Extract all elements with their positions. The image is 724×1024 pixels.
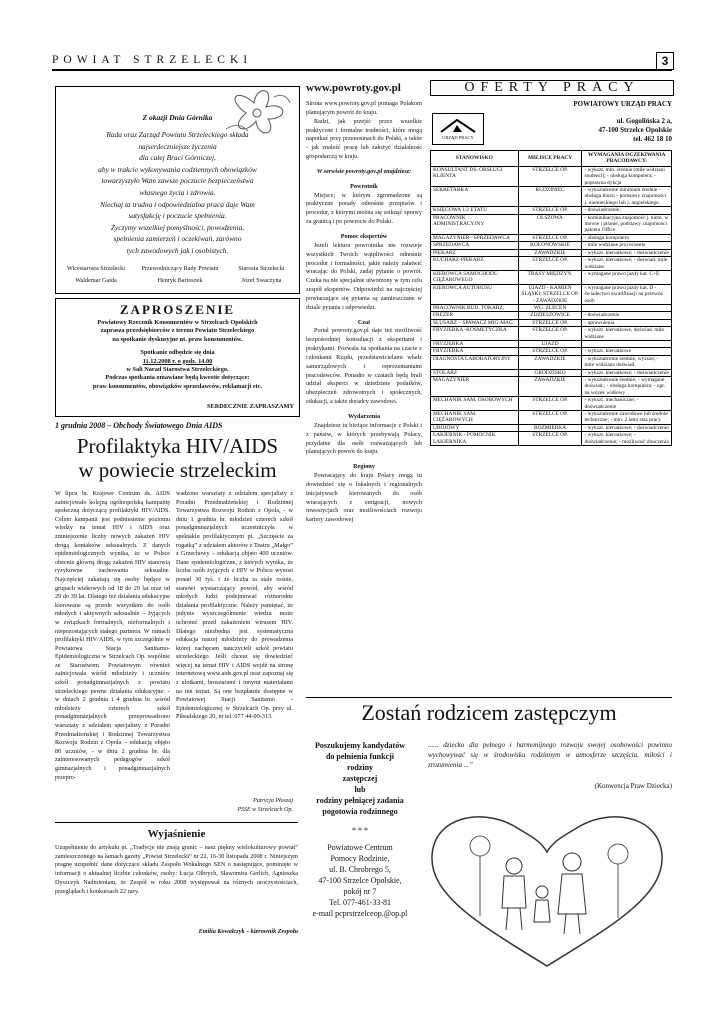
job-requirements: - wykształcenie zawodowe lub średnie techniczne; - min. 2 letni staż pracy	[582, 411, 672, 425]
job-requirements: - obsługa komputera	[582, 234, 672, 241]
job-position: FREZER	[431, 312, 519, 319]
job-location: STRZELCE OP.	[518, 234, 582, 241]
table-row	[431, 284, 672, 304]
job-requirements: - komunikacyjna znajomość j. niem. w mowie i piśmie, podstawy znajomości pakietu Office	[582, 214, 672, 234]
job-position: KIEROWCA AUTOBUSU	[431, 284, 519, 304]
job-location: TRASY MIĘDZYN.	[518, 270, 582, 284]
job-location: ZAWADZKIE	[518, 355, 582, 369]
job-location: ZAWADZKIE	[518, 377, 582, 397]
table-row	[431, 424, 672, 431]
job-requirements: - wykszt. kierunkowe, doświad. mile widziane	[582, 327, 672, 341]
job-position: KIEROWCA SAMOCHODU CIĘŻAROWEGO	[431, 270, 519, 284]
table-row	[431, 397, 672, 411]
job-location: STRZELCE OP.	[518, 257, 582, 271]
foster-title: Zostań rodzicem zastępczym	[361, 700, 617, 725]
job-position: DIAGNOSTA LABORATORYJNY	[431, 355, 519, 369]
arrow-icon	[435, 116, 481, 136]
job-location: STRZELCE OP.	[518, 432, 582, 446]
jobs-rows	[431, 166, 672, 445]
table-row	[431, 234, 672, 241]
aids-column-2: wadzono warsztaty z udziałem specjalisty z Poradni Przedmałżeńskiej i Rodzinnej Towarzystwa Rozwoju Rodzin z Opola, - w dniu 1 grudnia br. młodzież czterech szkół ponadgimnazjalnych uczestniczyła w spektaklu profilaktycznym pt. „Szczęście za rogatką” z udziałem aktorów z Teatru „Małgo” z Grzechowy – edukacją objęto 400 uczniów. Dane epidemiologiczne, z których wynika, że liczba osób żyjących z HIV w Polsce wynosi ponad 30 tyś. i że liczba ta stale rośnie, stanowi wystarczający powód, aby wśród młodych ludzi podejmować różnorodne działania profilaktyczne. Należy pamiętać, że jedynie wyszczególnienie wiedza może uchronić przed zakażeniem wirusem HIV. Dlatego niezbędna jest systematyczna edukacja naszej młodzieży do prowadzenia której zachęcam nauczycieli szkół powiatu strzeleckiego. Jeśli chcesz się dowiedzieć więcej na temat HIV i AIDS wejdź na stronę internetową www.aids.gov.pl oraz zapoznaj się z ulotkami, broszurami i innymi materiałami na ten temat. Są one bezpłatnie dostępne w Powiatowej Stacji Sanitarno - Epidemiologicznej w Strzelcach Op. przy ul. Piłsudskiego 20, nr tel. 077 44-00-313.	[176, 490, 293, 721]
job-location: WG. ZLECEŃ	[518, 304, 582, 311]
job-position: KONSULTANT DS. OBSŁUGI KLIENTA	[431, 166, 519, 186]
table-row	[431, 257, 672, 271]
job-location: OLSZOWA	[518, 214, 582, 234]
jobs-table	[430, 150, 672, 446]
invitation-closing: SERDECZNIE ZAPRASZAMY	[207, 403, 294, 410]
greetings-box	[55, 86, 300, 294]
job-position: MAGAZYNIER - SPRZEDAWCA	[431, 234, 519, 241]
job-location: UJAZD	[518, 340, 582, 347]
job-position: PIEKARZ	[431, 249, 519, 256]
clarification-rule	[55, 822, 298, 823]
jobs-office: POWIATOWY URZĄD PRACY	[573, 100, 672, 108]
newspaper-title: POWIAT STRZELECKI	[52, 54, 253, 66]
job-position: KUCHARZ-PIEKARZ	[431, 257, 519, 271]
job-location: STRZELCE OP.	[518, 327, 582, 341]
table-row	[431, 340, 672, 347]
table-row	[431, 327, 672, 341]
family-drawing	[422, 796, 672, 974]
header-rule	[52, 69, 672, 71]
office-logo	[432, 113, 484, 145]
job-position: SPRZEDAWCA	[431, 242, 519, 249]
job-requirements: - wykszt. kierunkowe; - doświadczenie	[582, 369, 672, 376]
job-location: STRZELCE OP.	[518, 397, 582, 411]
job-position: MECHANIK SAM. OSOBOWYCH	[431, 397, 519, 411]
table-row	[431, 377, 672, 397]
job-position: FRYZJERKA	[431, 340, 519, 347]
job-position: MECHANIK SAM. CIĘŻAROWYCH	[431, 411, 519, 425]
job-position: FRYZJERKA	[431, 348, 519, 355]
job-requirements: - wymagane prawo jazdy kat. C+E	[582, 270, 672, 284]
job-location: STRZELCE OP.	[518, 348, 582, 355]
table-row	[431, 355, 672, 369]
job-requirements: - wykształcenie minimum średnie - obsługa biura; - podstawy znajomości j. niemieckiego lub j. angielskiego	[582, 187, 672, 207]
table-row	[431, 312, 672, 319]
table-row	[431, 411, 672, 425]
job-requirements	[582, 304, 672, 311]
job-requirements: - wykształcenie średnie, wyższe; - mile widziane doświad.	[582, 355, 672, 369]
page-number: 3	[656, 52, 674, 70]
foster-quote-source: (Konwencja Praw Dziecka)	[594, 782, 672, 790]
job-location: STRZELCE OP.	[518, 166, 582, 186]
clarification-title: Wyjaśnienie	[147, 828, 206, 840]
job-location: UJAZD - KAMIEŃ ŚLĄSKI; STRZELCE OP. - ZAWADZKIE	[518, 284, 582, 304]
table-row	[431, 242, 672, 249]
job-requirements: - wykszt. mechaniczne; - doświadczenie	[582, 397, 672, 411]
job-position: PRACOWNIK ADMINISTRACYJNY	[431, 214, 519, 234]
job-position: FRYZJERKA -KOSMETYCZKA	[431, 327, 519, 341]
powroty-body: Strona www.powroty.gov.pl pomaga Polakom planującym powrót do kraju. Radzi, jak przejść przez wszelkie praktyczne i formalne trudności, które mogą napotkać przy przenosinach do Polski, a także - jak znaleźć pracę lub założyć działalność gospodarczą w kraju. W serwisie powroty.gov.pl znajdziesz: Powrotnik Miejsce, w którym zgromadzone są praktyczne porady odnośnie przepisów i procedur, z którymi można się zetknąć sprawy za granicą i po powrocie do Polski. Pomoc ekspertów Jeżeli lektura powrotnika nie rozwieje wszystkich Twoich wątpliwości odnośnie procedur i formalności, jakie należy załatwić wracając do Polski, zadaj pytanie o powrót. Czeka na nie specjalnie utworzony w tym celu zespół ekspertów. Odpowiedzi na najczęściej powtarzające się pytania są zamieszczane w dziale pytania i odpowiedzi. Czat Portal powroty.gov.pl daje też możliwość bezpośredniej konsultacji z ekspertami i praktykami. Pozwala na spotkania na czacie z członkami Rządu, przedstawicielami władz samorządowych i reprezentantami pracodawców. Ponadto w czatach będą brali udział eksperci w dziedzinie podatków, ubezpieczeń zdrowotnych i społecznych, edukacji, a także doradcy zawodowi. Wydarzenia Znajdziesz tu bieżące informacje z Polski i z państw, w których przebywają Polacy, przydatne dla osób rozważających lub planujących powrót do kraju. Regiony Powracający do kraju Polacy mogą tu dowiedzieć się o lokalnych i regionalnych inicjatywach kierowanych do osób wracających z emigracji, nowych inwestycjach oraz możliwościach rozwoju kariery zawodowej	[306, 100, 422, 524]
aids-title: Profilaktyka HIV/AIDS w powiecie strzeleckim	[76, 434, 279, 482]
invitation-title: ZAPROSZENIE	[119, 302, 236, 317]
table-row	[431, 166, 672, 186]
job-location: GRODZISKO	[518, 369, 582, 376]
job-position: PRACOWNIK BUD. TOKARZ;	[431, 304, 519, 311]
aids-author: Patrycja Płoszaj PSSE w Strzelcach Op.	[237, 798, 293, 813]
job-requirements: - wykształcenie średnie; - wymagane doświad.; - obsługa komputera; - upr. na wózek widłowy	[582, 377, 672, 397]
foster-quote: ...... dziecko dla pełnego i harmonijnego rozwoju swojej osobowości powinno wychowywać się w środowisku rodzinnym w atmosferze szczęścia, miłości i zrozumienia ...”	[428, 741, 672, 769]
office-address: ul. Gogolińska 2 a, 47-100 Strzelce Opolskie tel. 462 18 10	[598, 117, 672, 143]
job-requirements: - doświadczenie;	[582, 207, 672, 214]
invitation-text: Powiatowy Rzecznik Konsumentów w Strzelcach Opolskich zaprasza przedsiębiorców z terenu Powiatu Strzeleckiego na spotkanie dyskusyjne nt. praw konsumentów. Spotkanie odbędzie się dnia 11.12.2008 r. o godz. 14.00 w Sali Narad Starostwa Strzeleckiego. Podczas spotkania omawiane będą kwestie dotyczące: praw konsumentów, obowiązków sprzedawców, reklamacji etc.	[92, 319, 263, 390]
job-location: ZAWADZKIE	[518, 249, 582, 256]
job-position: SEKRETARKA	[431, 187, 519, 207]
job-location: ZDZIESZOWICE	[518, 312, 582, 319]
aids-kicker: 1 grudnia 2008 – Obchody Światowego Dnia AIDS	[55, 421, 223, 430]
job-position: STOLARZ	[431, 369, 519, 376]
job-location: STRZELCE OP.	[518, 411, 582, 425]
table-row	[431, 432, 672, 446]
aids-column-1: W lipcu br. Krajowe Centrum ds. AIDS zainicjowało kolejną ogólnopolską kampanię społeczną dotyczącą profilaktyki HIV/AIDS. Celem kampanii jest podniesienie poziomu wiedzy na temat HIV i AIDS oraz zmniejszenie liczby nowych zakażeń HIV drogą kontaktów seksualnych. Z danych epidemiologicznych wynika, że w Polsce obecnie główną drogą zakażeń HIV stanowią ryzykowne zachowania seksualne. Najczęściej zakażają się osoby będące w grupach wiekowych od 18 do 29 lat oraz od 29 do 39 lat. Dlatego też działania edukacyjne kierowane są przede wszystkim do osób młodych i aktywnych seksualnie – żyjących w związkach formalnych, nieformalnych i niepozostających stałego partnera. W ramach profilaktyki HIV/AIDS, w tym szczególnie w Powiatowa Stacja Sanitarno-Epidemiologiczna w Strzelcach Op. wspólnie ze Starostwem Powiatowym również zainicjowała wśród młodzieży i uczniów szkół ponadgimnazjalnych z powiatu strzeleckiego pewne działania edukacyjne: - w dniach 2 grudnia i 4 grudnia br. wśród młodzieży czterech szkół ponadgimnazjalnych przeprowadzono warsztaty z udziałem specjalisty z Poradni Przedmałżeńskiej i Rodzinnej Towarzystwa Rozwoju Rodzin z Opola – edukacją objęto 80 uczniów, - w dniu 2 grudnia br. dla zainteresowanych pedagogów szkół gimnazjalnych i ponadgimnazjalnych przepro-	[55, 490, 170, 781]
job-location: RUDZINIEC	[518, 187, 582, 207]
job-location: ROZMIERKA	[518, 424, 582, 431]
table-row	[431, 187, 672, 207]
table-row	[431, 214, 672, 234]
logo-label: URZĄD PRACY	[442, 135, 474, 140]
signer-1: Wicestarosta Strzelecki Waldemar Gaida	[67, 265, 125, 284]
job-requirements: - wymagane prawo jazdy kat. D - świadectwo kwalifikacji na przewóz osób	[582, 284, 672, 304]
jobs-title-box	[430, 80, 674, 96]
job-requirements: - mile widziane przyuczenie	[582, 242, 672, 249]
foster-call: Poszukujemy kandydatów do pełnienia funkcji rodziny zastępczej lub rodziny pełniącej zadania pogotowia rodzinnego * * * Powiatowe Centrum Pomocy Rodzinie, ul. B. Chrobrego 5, 47-100 Strzelce Opolskie, pokój nr 7 Tel. 077-461-33-81 e-mail pcprstrzelceop.@op.pl	[312, 741, 408, 918]
table-row	[431, 369, 672, 376]
job-requirements: - wykszt. kierunkowe	[582, 348, 672, 355]
job-location: STRZELCE OP.	[518, 319, 582, 326]
table-row	[431, 249, 672, 256]
signer-3: Starosta Strzelecki Józef Swaczyna	[238, 265, 285, 284]
foster-rule	[306, 697, 672, 698]
job-requirements	[582, 340, 672, 347]
table-row	[431, 319, 672, 326]
job-position: KSIĘGOWA 1/2 ETATU	[431, 207, 519, 214]
greetings-heading: Z okazji Dnia Górnika	[142, 113, 213, 122]
job-position: UBOJOWY	[431, 424, 519, 431]
col-header-location: MIEJSCE PRACY	[518, 151, 582, 167]
clarification-body: Uzupełnienie do artykułu pt. „Tradycje nie znają granic – nasz piękny wielokulturowy powiat” zamieszczonego na łamach gazety „Powiat Strzelecki” nr 22, 16-30 listopada 2008 r. Niniejszym pragnę uzupełnić dane dotyczące składu Zespołu Wokalnego SEN o następujące, pominięte w informacji o aktualnej liczbie członków, osoby: Łucja Olbrych, Sławomira Gerlich, Agnieszka Dyszczyk Nadmieniam, że Zespół w roku 2008 występował na różnych uroczystościach, przeglądach i konkursach 22 razy.	[55, 844, 298, 895]
job-position: LAKIERNIK - POMOCNIK LAKIERNIKA	[431, 432, 519, 446]
signer-2: Przewodniczący Rady Powiatu Henryk Bartoszek	[141, 265, 219, 284]
invitation-box	[55, 298, 300, 417]
clarification-author: Emilia Kowalczyk – kierownik Zespołu	[198, 928, 298, 935]
table-row	[431, 304, 672, 311]
job-requirements: - wykszt. kierunkowe; - doświad. mile widziane	[582, 257, 672, 271]
job-requirements: - wykszt. min. średnie (mile widziani studenci); - obsługa komputera; - poprawna dykcja	[582, 166, 672, 186]
job-location: STRZELCE OP.	[518, 207, 582, 214]
job-requirements: - wykszt. kierunkowe; - doświadczenie; - możliwość douczenia	[582, 432, 672, 446]
job-location: KOLONOWSKIE	[518, 242, 582, 249]
job-requirements: - uprawnienia	[582, 319, 672, 326]
job-requirements: - wykszt. kierunkowe; - doświadczenie	[582, 249, 672, 256]
table-row	[431, 348, 672, 355]
table-row	[431, 270, 672, 284]
table-row	[431, 207, 672, 214]
job-position: MAGAZYNIER	[431, 377, 519, 397]
job-requirements: - doświadczenie	[582, 312, 672, 319]
job-requirements: - wykszt. kierunkowe; - doświadczenie	[582, 424, 672, 431]
jobs-title: OFERTY PRACY	[464, 80, 640, 95]
greetings-text: Rada oraz Zarząd Powiatu Strzeleckiego składa najserdeczniejsze życzenia dla całej Braci Górniczej, aby w trakcie wykonywania codziennych obowiązków towarzyszyło Wam zawsze poczucie bezpieczeństwa własnego życia i zdrowia. Niechaj ta trudna i odpowiedzialna praca daje Wam satysfakcję i poczucie spełnienia. Życzymy wszelkiej pomyślności, powodzenia, spełnienia zamierzeń i oczekiwań, zarówno tych zawodowych jak i osobistych.	[98, 130, 257, 255]
col-header-requirements: WYMAGANIA OCZEKIWANIA PRACODAWCY:	[582, 151, 672, 167]
powroty-site[interactable]: www.powroty.gov.pl	[306, 82, 401, 94]
job-position: ŚLUSARZ – SPAWACZ MIG-MAG	[431, 319, 519, 326]
col-header-position: STANOWISKO	[431, 151, 519, 167]
